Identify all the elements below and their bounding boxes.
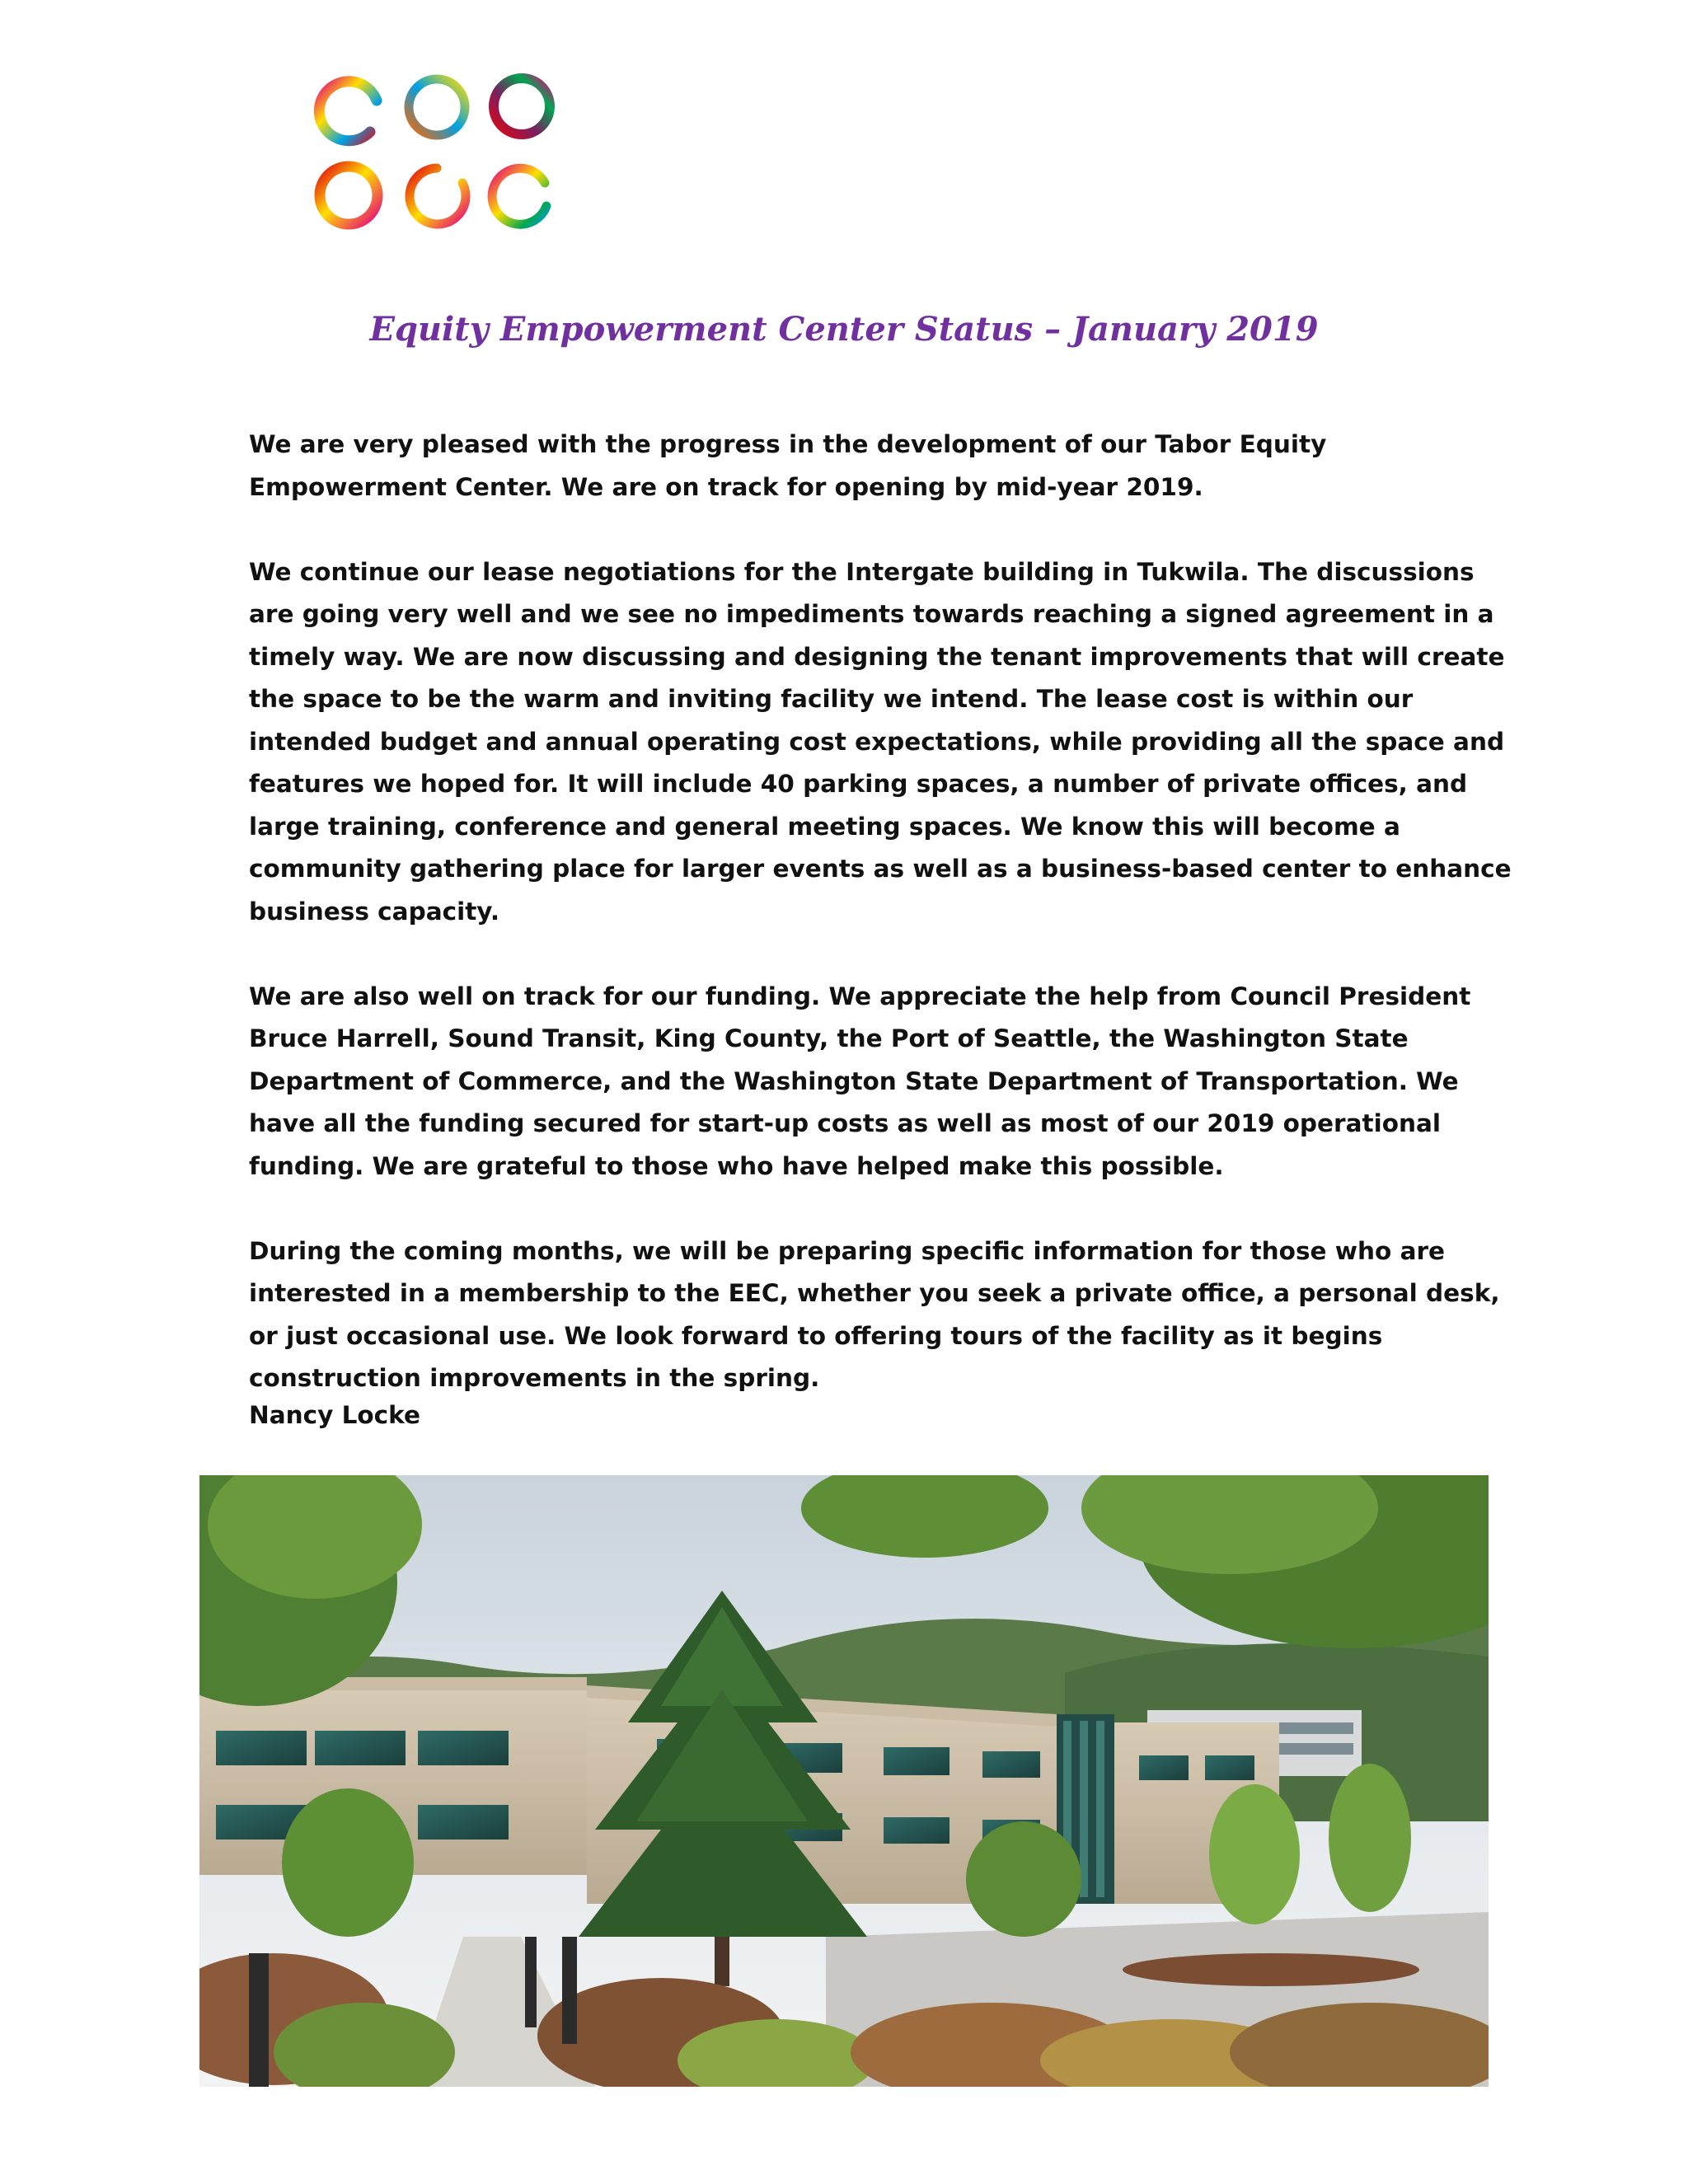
paragraph: During the coming months, we will be preparing specific information for those who are interested in a membership to the EEC, whether you seek a private office, a personal desk, or just occasional use. We look forward to offering tours of the facility as it begins construction improvements in the spring.	[249, 1236, 1500, 1392]
paragraph: We continue our lease negotiations for the Intergate building in Tukwila. The discussions are going very well and we see no impediments towards reaching a signed agreement in a timely way. We are now discussing and designing the tenant improvements that will create the space to be the warm and inviting facility we intend. The lease cost is within our intended budget and annual operating cost expectations, while providing all the space and features we hoped for. It will include 40 parking spaces, a number of private offices, and large training, conference and general meeting spaces. We know this will become a community gathering place for larger events as well as a business-based center to enhance business capacity.	[249, 557, 1512, 926]
logo-circle	[409, 79, 465, 135]
logo-circle	[492, 168, 546, 224]
logo-circle	[319, 82, 377, 141]
six-circles-logo	[309, 68, 560, 232]
paragraph: We are also well on track for our funding. We appreciate the help from Council President Bruce Harrell, Sound Transit, King County, the Port of Seattle, the Washington State Department of Commerce, and the Washington State Department of Transportation. We have all the funding secured for start-up costs as well as most of our 2019 operational funding. We are grateful to those who have helped make this possible.	[249, 982, 1471, 1180]
office-building-photo	[199, 1475, 1489, 2087]
logo-circle	[494, 78, 550, 134]
logo-circle	[320, 166, 377, 224]
signature: Nancy Locke	[249, 1401, 420, 1429]
paragraph: We are very pleased with the progress in the development of our Tabor Equity Empowerment Center. We are on track for opening by mid-year 2019.	[249, 430, 1327, 501]
logo-circle	[410, 168, 466, 224]
document-title: Equity Empowerment Center Status – January 2019	[369, 310, 1319, 349]
letter-body	[249, 424, 1518, 1442]
